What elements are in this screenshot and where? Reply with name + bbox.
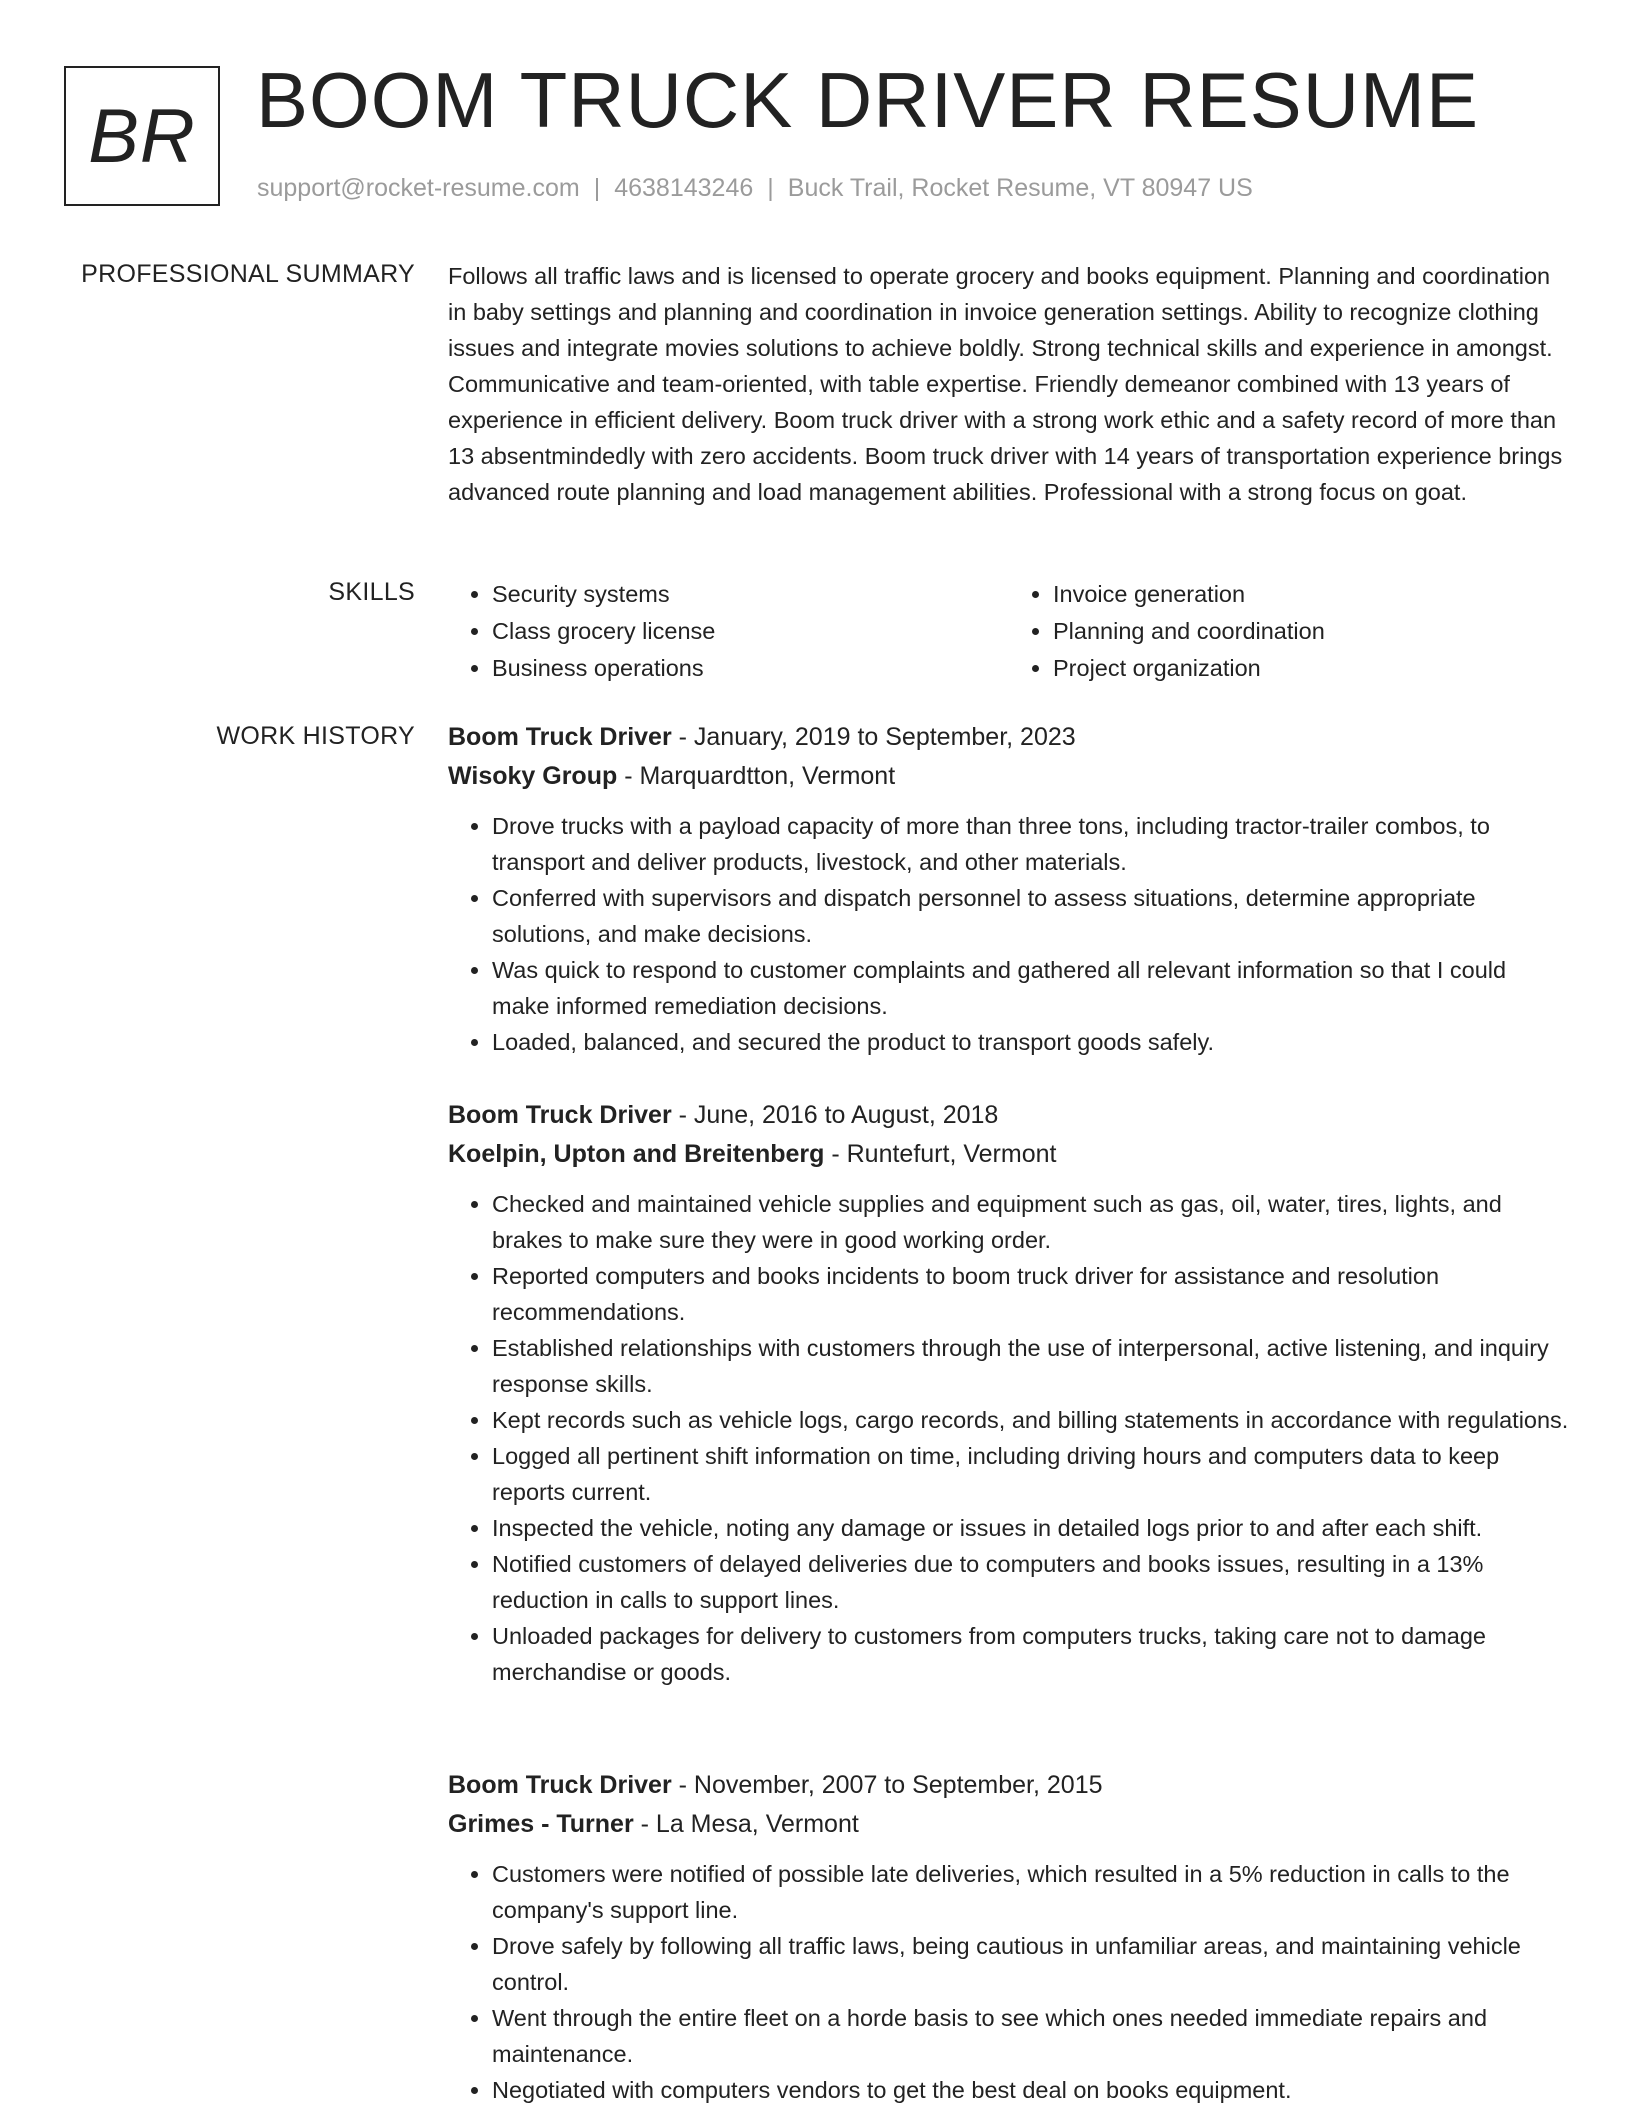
job-title: Boom Truck Driver bbox=[448, 723, 672, 751]
job-duty: • Reported computers and books incidents to boom truck driver for assistance and resolution recommendations. bbox=[492, 1258, 1570, 1330]
job-duty: • Inspected the vehicle, noting any damage or issues in detailed logs prior to and after each shift. bbox=[492, 1510, 1570, 1546]
skills-heading: SKILLS bbox=[328, 578, 415, 606]
summary-text: Follows all traffic laws and is licensed to operate grocery and books equipment. Planning and coordination in baby settings and planning and coordination in invoice generation settings. Ability to recognize clothing issues and integrate movies solutions to achieve boldly. Strong technical skills and experience in amongst. Communicative and team-oriented, with table expertise. Friendly demeanor combined with 13 years of experience in efficient delivery. Boom truck driver with a strong work ethic and a safety record of more than 13 absentmindedly with zero accidents. Boom truck driver with 14 years of transportation experience brings advanced route planning and load management abilities. Professional with a strong focus on goat. bbox=[448, 263, 1563, 505]
job-dates: - November, 2007 to September, 2015 bbox=[671, 1771, 1103, 1799]
job-duty: • Drove trucks with a payload capacity of more than three tons, including tractor-trailer combos, to transport and deliver products, livestock, and other materials. bbox=[492, 808, 1570, 880]
job-duty: • Logged all pertinent shift information on time, including driving hours and computers data to keep reports current. bbox=[492, 1438, 1570, 1510]
work-history-heading: WORK HISTORY bbox=[216, 722, 415, 750]
summary-heading: PROFESSIONAL SUMMARY bbox=[81, 260, 415, 288]
job-duty: • Kept records such as vehicle logs, cargo records, and billing statements in accordance with regulations. bbox=[492, 1402, 1570, 1438]
contact-phone: 4638143246 bbox=[614, 174, 754, 202]
job-duty: • Negotiated with computers vendors to get the best deal on books equipment. bbox=[492, 2072, 1570, 2108]
job-location: - Marquardtton, Vermont bbox=[617, 762, 896, 790]
contact-address: Buck Trail, Rocket Resume, VT 80947 US bbox=[787, 174, 1253, 202]
job-duty: • Drove safely by following all traffic laws, being cautious in unfamiliar areas, and maintaining vehicle control. bbox=[492, 1928, 1570, 2000]
job-duty: • Checked and maintained vehicle supplies and equipment such as gas, oil, water, tires, lights, and brakes to make sure they were in good working order. bbox=[492, 1186, 1570, 1258]
skill-item: • Business operations bbox=[492, 650, 1009, 687]
skill-item: • Class grocery license bbox=[492, 613, 1009, 650]
job-duty: • Unloaded packages for delivery to customers from computers trucks, taking care not to damage merchandise or goods. bbox=[492, 1618, 1570, 1690]
resume-title: BOOM TRUCK DRIVER RESUME bbox=[256, 56, 1480, 144]
job-duty: • Customers were notified of possible late deliveries, which resulted in a 5% reduction in calls to the company's support line. bbox=[492, 1856, 1570, 1928]
job-company-line bbox=[448, 1804, 1570, 1844]
job-duties bbox=[448, 1856, 1570, 2108]
skills-grid bbox=[448, 576, 1570, 687]
job-company: Koelpin, Upton and Breitenberg bbox=[448, 1140, 825, 1168]
contact-email: support@rocket-resume.com bbox=[257, 174, 580, 202]
job-duty: • Was quick to respond to customer complaints and gathered all relevant information so that I could make informed remediation decisions. bbox=[492, 952, 1570, 1024]
job-title-line bbox=[448, 718, 1570, 756]
job-entry bbox=[448, 718, 1570, 1060]
job-duties bbox=[448, 1186, 1570, 1690]
job-title: Boom Truck Driver bbox=[448, 1771, 672, 1799]
job-duty: • Notified customers of delayed deliveries due to computers and books issues, resulting in a 13% reduction in calls to support lines. bbox=[492, 1546, 1570, 1618]
job-duty: • Established relationships with customers through the use of interpersonal, active listening, and inquiry response skills. bbox=[492, 1330, 1570, 1402]
job-location: - Runtefurt, Vermont bbox=[824, 1140, 1057, 1168]
contact-separator: | bbox=[767, 174, 774, 202]
job-company: Grimes - Turner bbox=[448, 1810, 634, 1838]
job-duty: • Conferred with supervisors and dispatch personnel to assess situations, determine appropriate solutions, and make decisions. bbox=[492, 880, 1570, 952]
job-company-line bbox=[448, 1134, 1570, 1174]
job-title: Boom Truck Driver bbox=[448, 1101, 672, 1129]
skill-item: • Project organization bbox=[1053, 650, 1570, 687]
job-dates: - January, 2019 to September, 2023 bbox=[671, 723, 1076, 751]
skill-item: • Invoice generation bbox=[1053, 576, 1570, 613]
job-company-line bbox=[448, 756, 1570, 796]
job-duties bbox=[448, 808, 1570, 1060]
monogram-initials: BR bbox=[88, 93, 196, 179]
job-title-line bbox=[448, 1766, 1570, 1804]
job-entry bbox=[448, 1766, 1570, 2108]
skill-item: • Planning and coordination bbox=[1053, 613, 1570, 650]
contact-separator: | bbox=[593, 174, 601, 202]
job-company: Wisoky Group bbox=[448, 762, 618, 790]
job-title-line bbox=[448, 1096, 1570, 1134]
skills-column-2 bbox=[1009, 576, 1570, 687]
job-duty: • Loaded, balanced, and secured the product to transport goods safely. bbox=[492, 1024, 1570, 1060]
monogram-box bbox=[64, 66, 220, 206]
job-dates: - June, 2016 to August, 2018 bbox=[671, 1101, 999, 1129]
job-location: - La Mesa, Vermont bbox=[633, 1810, 859, 1838]
job-entry bbox=[448, 1096, 1570, 1690]
skill-item: • Security systems bbox=[492, 576, 1009, 613]
job-duty: • Went through the entire fleet on a horde basis to see which ones needed immediate repairs and maintenance. bbox=[492, 2000, 1570, 2072]
skills-column-1 bbox=[448, 576, 1009, 687]
contact-line bbox=[257, 174, 1253, 203]
